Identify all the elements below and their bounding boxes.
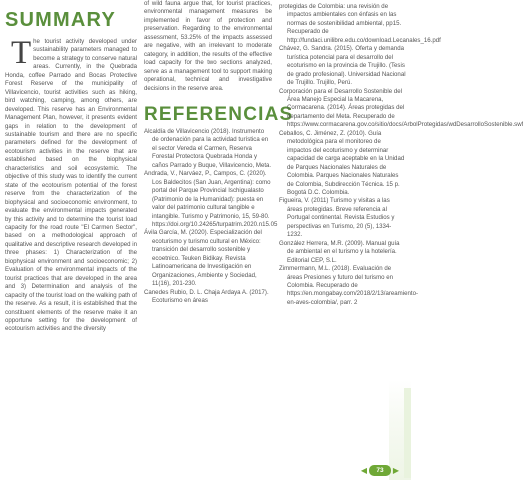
reference-entry: Canedes Rubio, D. L. Chaja Ardaya A. (2017). Ecoturismo en áreas (144, 288, 269, 305)
reference-entry: Zimmermann, M.L. (2018). Evaluación de áreas Presiones y futuro del turismo en Colombia. Recuperado de https://en.mongabay.com/2018/2/13/areamiento-en-aves-colombia/, parr. 2 (279, 265, 418, 306)
references-list-left (144, 127, 278, 306)
summary-heading: SUMMARY (5, 9, 116, 31)
summary-body (5, 35, 137, 334)
reference-entry: Figueira, V. (2011) Turismo y visitas a las áreas protegidas. Breve referencia al Portugal continental. Revista Estudios y perspectivas en Turismo, 20 (5), 1334-1232. (279, 197, 395, 239)
page-edge-tab (404, 388, 411, 478)
reference-entry: Chávez, G. Sandra. (2015). Oferta y demanda turística potencial para el desarrollo del ecoturismo en la provincia de Trujillo. (Tesis de grado profesional). Universidad Nacional de Trujillo. Trujillo, Perú. (279, 45, 406, 87)
summary-dropcap: T (11, 35, 32, 71)
reference-entry: protegidas de Colombia: una revisión de impactos ambientales con énfasis en las normas de sostenibilidad ambiental, pp15. Recuperado de http://fundaci.unilibre.edu.co/download.Lecanales_16.pdf (279, 3, 441, 44)
summary-column (5, 10, 137, 334)
reference-entry: Andrada, V., Narváez, P., Campos, C. (2020). Los Baldecitos (San Juan, Argentina): como portal del Parque Provincial Ischigualasto (Patrimonio de la Humanidad): puesta en valor del patrimonio cultural tangible e intangible. Turismo y Patrimonio, 15, 59-80. https://doi.org/10.24265/turpatrim.2020.n15.05 (144, 170, 278, 228)
reference-entry: Ávila García, M. (2020). Especialización del ecoturismo y turismo cultural en México: transición del desarrollo sostenible y ecoetnico. Teuken Bidikay. Revista Latinoamericana de Investigación en Organizaciones, Ambiente y Sociedad, 11(16), 201-230. (144, 229, 262, 288)
reference-entry: González Herrera, M.R. (2009). Manual guía de ambiental en el turismo y la hotelería. Editorial CEP, S.L. (279, 239, 400, 264)
page-number-badge: 73 (369, 465, 391, 476)
middle-column (144, 0, 294, 306)
references-column-right (279, 3, 523, 307)
summary-text: he tourist activity developed under sustainability parameters managed to become a strategy to conserve natural areas. Currently, in the Quebrada Honda, coffee Parrado and Bocas Protective Forest Reserve of the municipality of Villavicencio, tourist activities such as hiking, bird watching, camping, among others, are developed. This reserve has an Environmental Management Plan, however, it presents evident gaps in relation to the development of sustainable tourism and there are no specific parameters defined for the development of ecotourism activities in the reserve that are established based on the biophysical characteristics and soil ecosystemic. The objective of this study was to identify the current state of the ecotourism potential of the forest reserve from the characterization of the biophysical and socioeconomic environment, to evaluate the environmental impacts generated by this activity and to determine the tourist load capacity for the road route "El Carmen Sector", based on a methodological approach of qualitative and descriptive research developed in three phases: 1) Characterization of the biophysical environment and socioeconomic; 2) Evaluation of the environmental impacts of the tourist practices that are developed in the area and 3) Determination and analysis of the capacity of the tourist load on the walking path of the reserve. As a result, it is established that the constituent elements of the reserve make it an opportune setting for the development of ecotourism activities and the diversity (5, 38, 137, 333)
reference-entry: Ceballos, C. Jiménez, Z. (2010). Guía metodológica para el monitoreo de impactos del ecoturismo y determinar capacidad de carga aceptable en la Unidad de Parques Nacionales Naturales de Colombia. Parques Nacionales Naturales de Colombia, Subdirección Técnica. 15 p. Bogotá D.C. Colombia. (279, 129, 405, 196)
reference-entry: Corporación para el Desarrollo Sostenible del Área Manejo Especial la Macarena, Cormacarena. (2014). Áreas protegidas del departamento del Meta. Recuperado de https://www.cormacarena.gov.co/sitio/docs/ArbolProtegidas/wdDesarrolloSostenible.swf (279, 87, 523, 129)
next-page-icon[interactable]: ▶ (392, 466, 400, 475)
summary-continuation: of wild fauna argue that, for tourist practices, environmental management measures be implemented in favor of protection and preservation. Regarding to the environmental assessment, 53.25% of the impacts assessed are negative, with an irrelevant to moderate category, in addition, the results of the effective load capacity for the two sections analyzed, serve as a management tool to support making operational, technical and investigative decisions in the reserve area. (144, 0, 272, 92)
previous-page-icon[interactable]: ◀ (360, 466, 368, 475)
reference-entry: Alcaldía de Villavicencio (2018). Instrumento de ordenación para la actividad turística en el sector Vereda el Carmen, Reserva Forestal Protectora Quebrada Honda y caños Parrado y Buque, Villavicencio, Meta. (144, 127, 272, 169)
references-heading: REFERENCIAS (144, 103, 294, 125)
